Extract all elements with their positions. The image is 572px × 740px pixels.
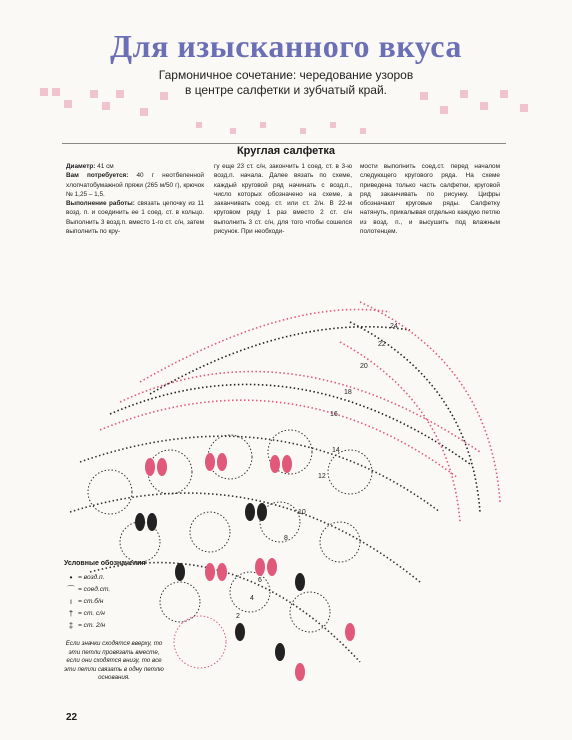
- spec-work: Выполнение работы: связать цепочку из 11 возд. п. и соединить ее 1 соед. ст. в кольцо. Выполнить 3 возд.п. вместо 1-го ст. с/н, затем выполнить по кру-: [66, 200, 204, 236]
- legend-item: [64, 583, 174, 595]
- legend-label: = ст.б/н: [78, 597, 104, 605]
- legend-item: [64, 607, 174, 619]
- legend-label: = соед.ст.: [78, 585, 111, 593]
- row-number: 6: [258, 577, 262, 584]
- row-number: 2: [236, 613, 240, 620]
- row-number: 16: [330, 411, 338, 418]
- diagram-loops: [88, 430, 372, 668]
- row-number: 24: [390, 323, 398, 330]
- legend-item: [64, 595, 174, 607]
- instructions-column-2: гу еще 23 ст. с/н, закончить 1 соед. ст. в 3-ю возд.п. начала. Далее вязать по схеме, каждый круговой ряд начинать с возд.п., число которых обозначено на схеме, а заканчивать соед. ст. или ст. 2/н. В 22-м круговом ряду 1 раз вместо 2 ст. с/н выполнить 3 ст. с/н, для того чтобы сошелся рисунок. При необходи-: [214, 163, 352, 236]
- instructions-column-3: мости выполнить соед.ст. перед началом следующего кругового ряда. На схеме приведена только часть салфетки, круговой ряд заканчивать по рисунку. Цифры обозначают круговые ряды. Салфетку натянуть, прикалывая отдельно каждую петлю из возд. п., и высушить под влажным полотенцем.: [360, 163, 500, 236]
- spec-materials: Вам потребуется: 40 г неотбеленной хлопчатобумажной пряжи (265 м/50 г), крючок № 1,25 – 1,5.: [66, 172, 204, 198]
- subtitle-line: в центре салфетки и зубчатый край.: [184, 83, 387, 97]
- legend: [64, 558, 174, 631]
- row-number: 20: [360, 363, 368, 370]
- row-number: 18: [344, 389, 352, 396]
- slip-stitch-icon: ⌒: [67, 584, 75, 594]
- row-number: 8: [284, 535, 288, 542]
- legend-item: [64, 619, 174, 631]
- instructions-column-1: [66, 162, 204, 236]
- row-number: 4: [250, 595, 254, 602]
- legend-label: = ст. с/н: [78, 609, 105, 617]
- section-title: Круглая салфетка: [236, 145, 336, 157]
- row-number: 14: [332, 447, 340, 454]
- legend-label: = возд.п.: [78, 573, 105, 581]
- legend-note: Если значки сходятся вверху, то эти петли провязать вместе, если они сходятся внизу, то все эти петли связать в одну петлю основания.: [64, 640, 164, 682]
- page-title: Для изысканного вкуса: [110, 28, 462, 64]
- legend-title: Условные обозначения: [64, 560, 146, 567]
- legend-item: [64, 571, 174, 583]
- single-crochet-icon: ı: [69, 596, 73, 606]
- chain-stitch-icon: •: [69, 572, 73, 582]
- page-subtitle: [140, 68, 432, 98]
- row-number: 22: [378, 341, 386, 348]
- legend-label: = ст. 2/н: [78, 621, 106, 629]
- subtitle-line: Гармоничное сочетание: чередование узоров: [158, 68, 414, 82]
- double-crochet-icon: †: [68, 608, 74, 618]
- row-number: 10: [298, 509, 306, 516]
- page-number: 22: [66, 712, 78, 723]
- spec-diameter: Диаметр: 41 см: [66, 163, 114, 170]
- row-number: 12: [318, 473, 326, 480]
- treble-crochet-icon: ‡: [68, 620, 74, 630]
